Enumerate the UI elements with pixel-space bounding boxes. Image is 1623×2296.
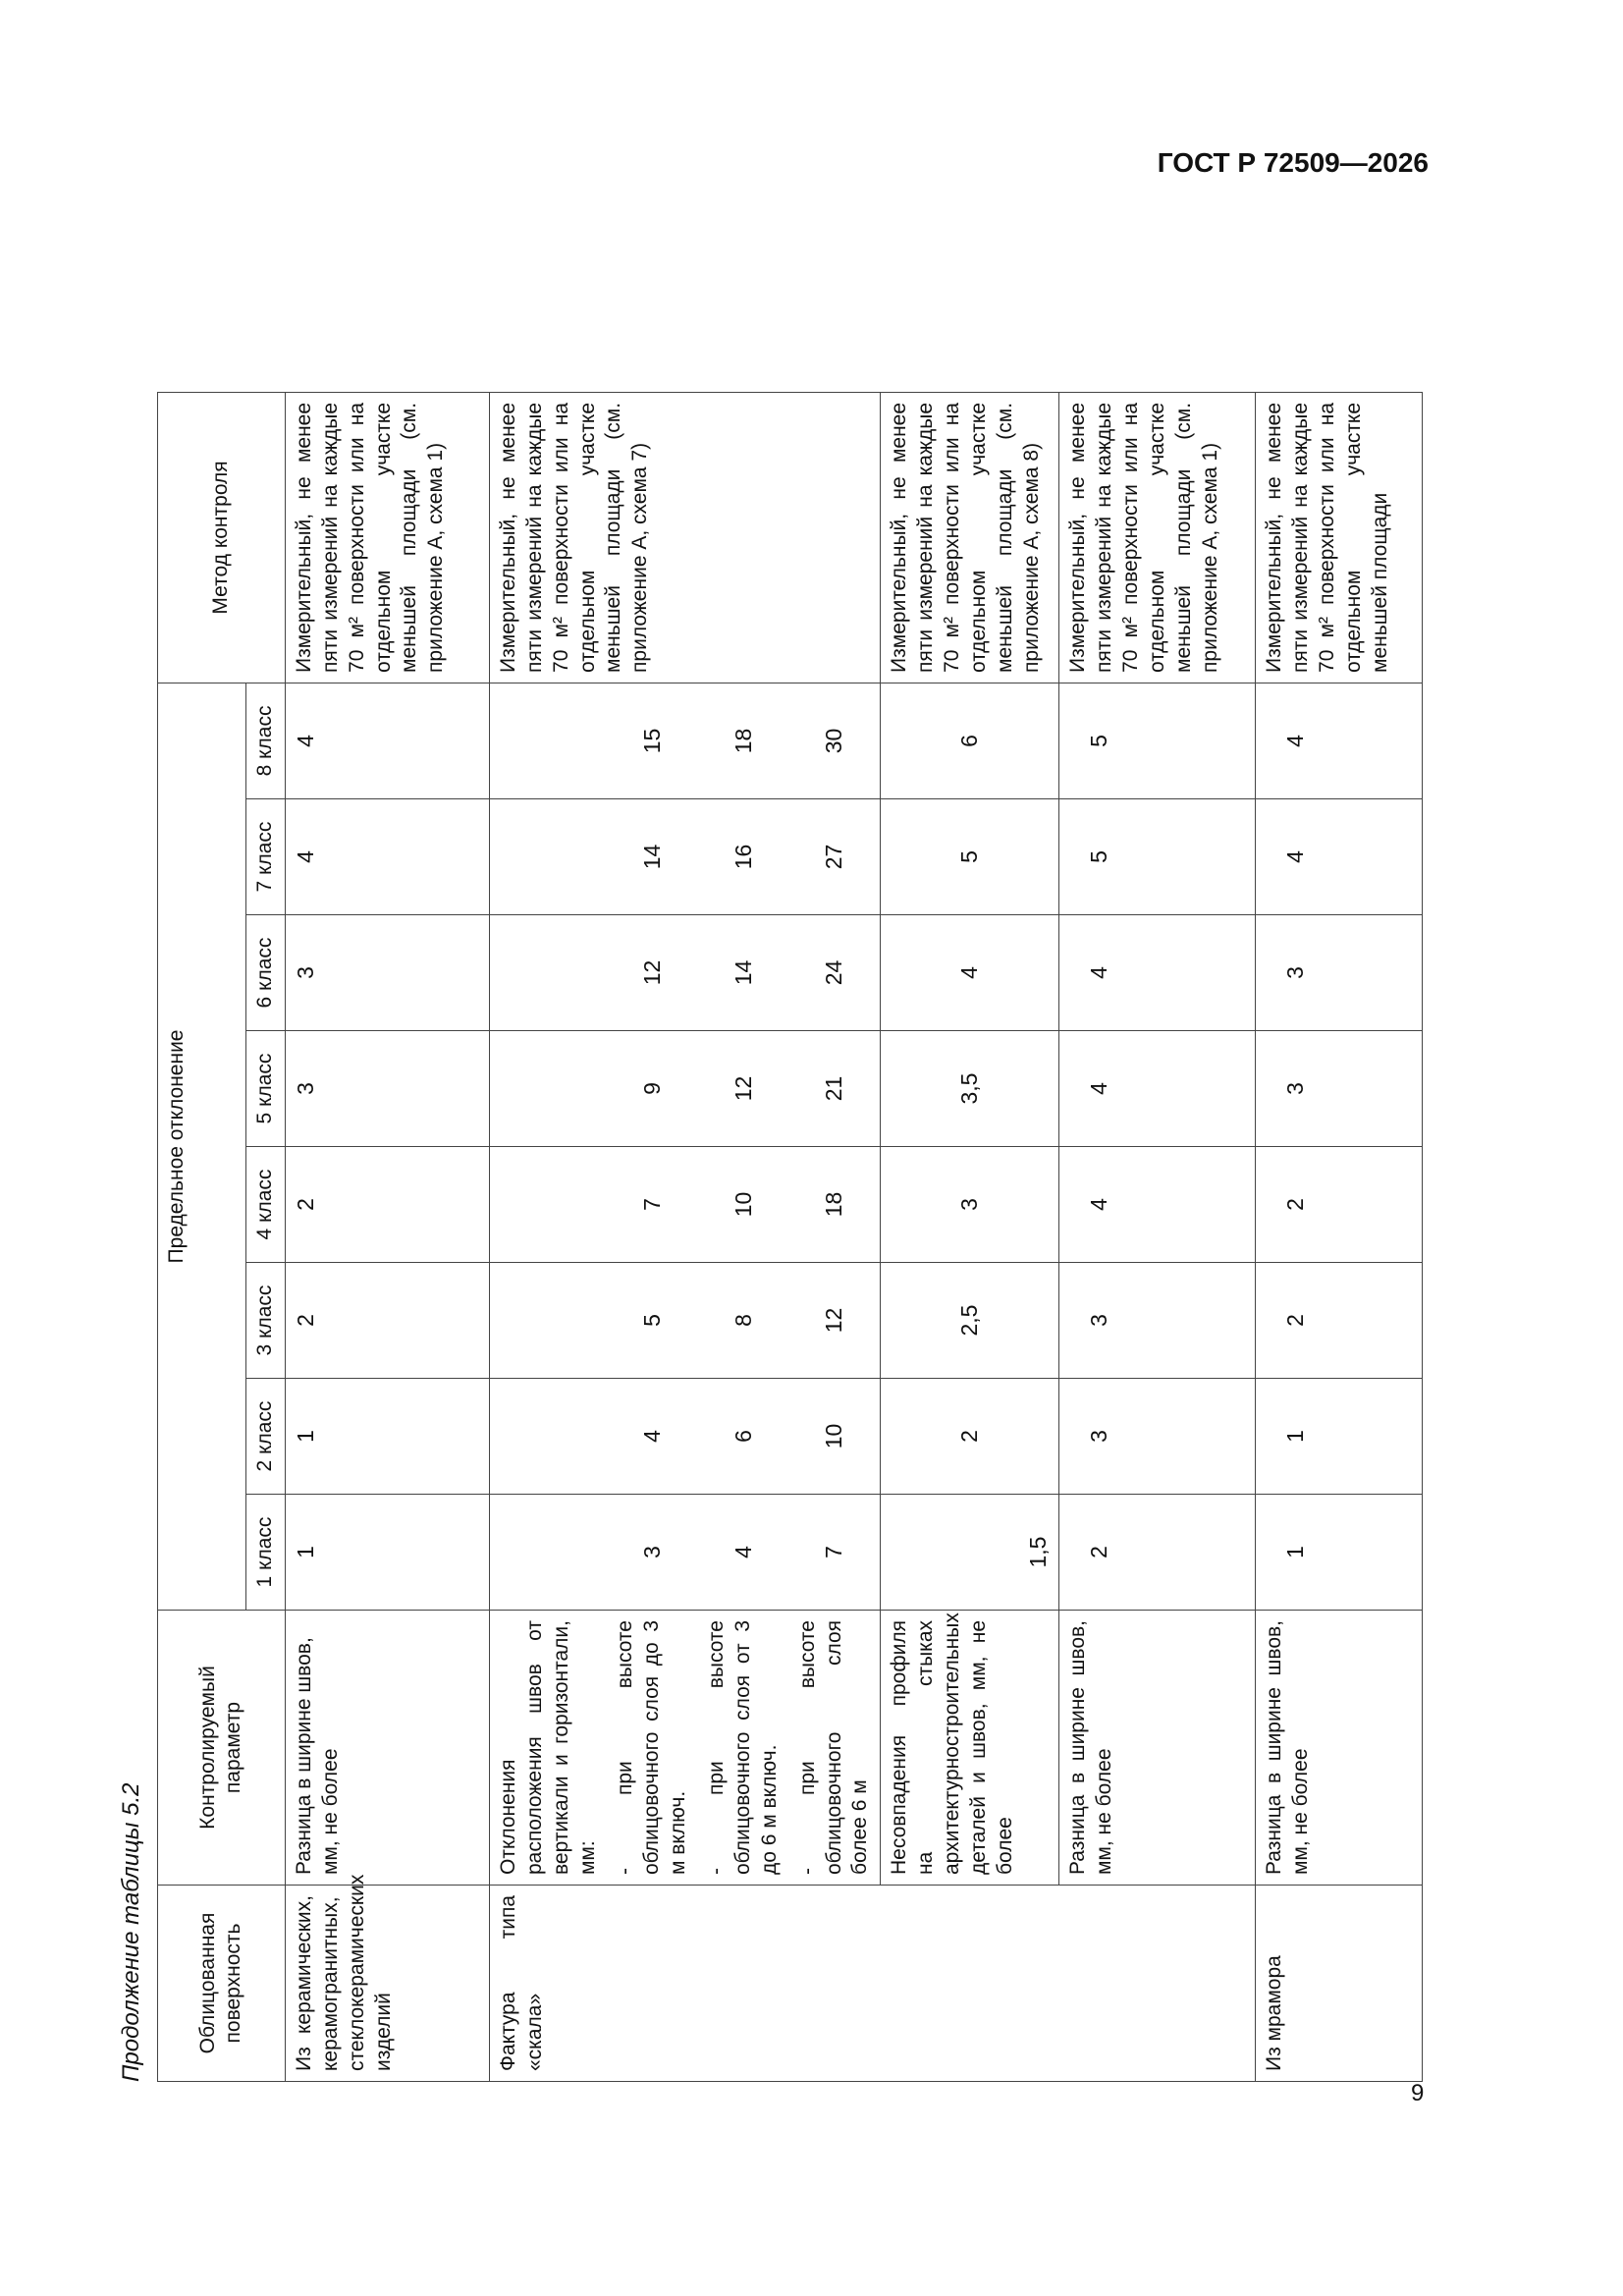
method-cell: Измерительный, не менее пяти измерений на каждые 70 м² поверхности или на отдельном участке меньшей площади (см. приложение А, схема 1) bbox=[1059, 392, 1256, 683]
value-cell: 10 bbox=[789, 1379, 881, 1495]
header-class-4: 4 класс bbox=[246, 1147, 286, 1263]
header-method: Метод контроля bbox=[158, 392, 286, 683]
table-row bbox=[1256, 392, 1423, 2081]
value-cell: 21 bbox=[789, 1031, 881, 1147]
value-cell: 4 bbox=[285, 799, 489, 915]
table-row bbox=[881, 392, 1059, 2081]
value-cell: 2 bbox=[881, 1379, 1059, 1495]
header-deviation: Предельное отклонение bbox=[158, 683, 246, 1610]
header-class-8: 8 класс bbox=[246, 683, 286, 798]
rotated-page-content bbox=[110, 157, 1391, 2082]
value-cell: 1,5 bbox=[881, 1495, 1059, 1611]
value-cell: 5 bbox=[1059, 799, 1256, 915]
parameter-cell: Разница в ширине швов, мм, не более bbox=[285, 1611, 489, 1886]
header-parameter: Контролируемый параметр bbox=[158, 1611, 286, 1886]
table-row bbox=[285, 392, 489, 2081]
value-cell: 1 bbox=[1256, 1379, 1423, 1495]
method-cell: Измерительный, не менее пяти измерений на каждые 70 м² поверхности или на отдельном участке меньшей площади bbox=[1256, 392, 1423, 683]
value-cell: 4 bbox=[881, 915, 1059, 1031]
parameter-cell: - при высоте облицовочного слоя более 6 м bbox=[789, 1611, 881, 1886]
header-class-7: 7 класс bbox=[246, 799, 286, 915]
value-cell: 12 bbox=[789, 1263, 881, 1379]
value-cell: 2 bbox=[1256, 1263, 1423, 1379]
surface-cell: Фактура типа «скала» bbox=[489, 1886, 1255, 2082]
header-row bbox=[158, 392, 246, 2081]
value-cell: 4 bbox=[1059, 915, 1256, 1031]
value-cell: 1 bbox=[285, 1495, 489, 1611]
parameter-cell: Разница в ширине швов, мм, не более bbox=[1256, 1611, 1423, 1886]
value-cell: 6 bbox=[881, 683, 1059, 798]
parameter-cell: Несовпадения профиля на стыках архитектурностроительных деталей и швов, мм, не более bbox=[881, 1611, 1059, 1886]
value-cell: 3 bbox=[1256, 1031, 1423, 1147]
value-cell: 4 bbox=[285, 683, 489, 798]
value-cell: 5 bbox=[1059, 683, 1256, 798]
value-cell: 7 bbox=[607, 1147, 698, 1263]
table-row bbox=[489, 392, 607, 2081]
value-cell: 4 bbox=[1059, 1147, 1256, 1263]
value-cell: 8 bbox=[698, 1263, 789, 1379]
value-cell: 3 bbox=[285, 915, 489, 1031]
value-cell: 3,5 bbox=[881, 1031, 1059, 1147]
value-cell: 4 bbox=[1256, 683, 1423, 798]
value-cell: 5 bbox=[881, 799, 1059, 915]
value-cell: 4 bbox=[607, 1379, 698, 1495]
value-cell: 3 bbox=[285, 1031, 489, 1147]
value-cell: 24 bbox=[789, 915, 881, 1031]
value-cell: 3 bbox=[607, 1495, 698, 1611]
value-cell: 2 bbox=[285, 1147, 489, 1263]
value-cell: 14 bbox=[698, 915, 789, 1031]
value-cell: 2,5 bbox=[881, 1263, 1059, 1379]
document-code: ГОСТ Р 72509—2026 bbox=[1157, 147, 1429, 178]
surface-cell: Из мрамора bbox=[1256, 1886, 1423, 2082]
value-cell: 2 bbox=[1059, 1495, 1256, 1611]
value-cell: 12 bbox=[698, 1031, 789, 1147]
header-class-5: 5 класс bbox=[246, 1031, 286, 1147]
value-cell: 4 bbox=[698, 1495, 789, 1611]
header-class-1: 1 класс bbox=[246, 1495, 286, 1611]
value-cell: 27 bbox=[789, 799, 881, 915]
value-cell: 2 bbox=[1256, 1147, 1423, 1263]
table-caption: Продолжение таблицы 5.2 bbox=[118, 1782, 144, 2082]
page-number: 9 bbox=[1411, 2080, 1425, 2106]
value-cell: 4 bbox=[1256, 799, 1423, 915]
value-cell: 14 bbox=[607, 799, 698, 915]
header-class-3: 3 класс bbox=[246, 1263, 286, 1379]
value-cell: 3 bbox=[1059, 1379, 1256, 1495]
value-cell: 9 bbox=[607, 1031, 698, 1147]
deviation-table bbox=[157, 392, 1423, 2082]
value-cell: 15 bbox=[607, 683, 698, 798]
parameter-cell: - при высоте облицовочного слоя от 3 до 6 м включ. bbox=[698, 1611, 789, 1886]
value-cell: 30 bbox=[789, 683, 881, 798]
value-cell: 3 bbox=[1256, 915, 1423, 1031]
parameter-cell: - при высоте облицовочного слоя до 3 м включ. bbox=[607, 1611, 698, 1886]
method-cell: Измерительный, не менее пяти измерений на каждые 70 м² поверхности или на отдельном участке меньшей площади (см. приложение А, схема 8) bbox=[881, 392, 1059, 683]
value-cell: 5 bbox=[607, 1263, 698, 1379]
header-surface: Облицованная поверхность bbox=[158, 1886, 286, 2082]
value-cell: 3 bbox=[1059, 1263, 1256, 1379]
value-cell: 1 bbox=[1256, 1495, 1423, 1611]
value-cell: 3 bbox=[881, 1147, 1059, 1263]
value-cell: 4 bbox=[1059, 1031, 1256, 1147]
value-cell: 10 bbox=[698, 1147, 789, 1263]
table-row bbox=[1059, 392, 1256, 2081]
value-cell: 2 bbox=[285, 1263, 489, 1379]
method-cell: Измерительный, не менее пяти измерений на каждые 70 м² поверхности или на отдельном участке меньшей площади (см. приложение А, схема 7) bbox=[489, 392, 880, 683]
value-cell: 18 bbox=[698, 683, 789, 798]
value-cell: 6 bbox=[698, 1379, 789, 1495]
header-class-2: 2 класс bbox=[246, 1379, 286, 1495]
value-cell: 18 bbox=[789, 1147, 881, 1263]
value-cell: 12 bbox=[607, 915, 698, 1031]
parameter-cell: Отклонения расположения швов от вертикали и горизонтали, мм: bbox=[489, 1611, 607, 1886]
header-class-6: 6 класс bbox=[246, 915, 286, 1031]
parameter-cell: Разница в ширине швов, мм, не более bbox=[1059, 1611, 1256, 1886]
method-cell: Измерительный, не менее пяти измерений на каждые 70 м² поверхности или на отдельном участке меньшей площади (см. приложение А, схема 1) bbox=[285, 392, 489, 683]
value-cell: 16 bbox=[698, 799, 789, 915]
value-cell: 7 bbox=[789, 1495, 881, 1611]
value-cell: 1 bbox=[285, 1379, 489, 1495]
surface-cell: Из керамических, керамогранитных, стеклокерамических изделий bbox=[285, 1886, 489, 2082]
